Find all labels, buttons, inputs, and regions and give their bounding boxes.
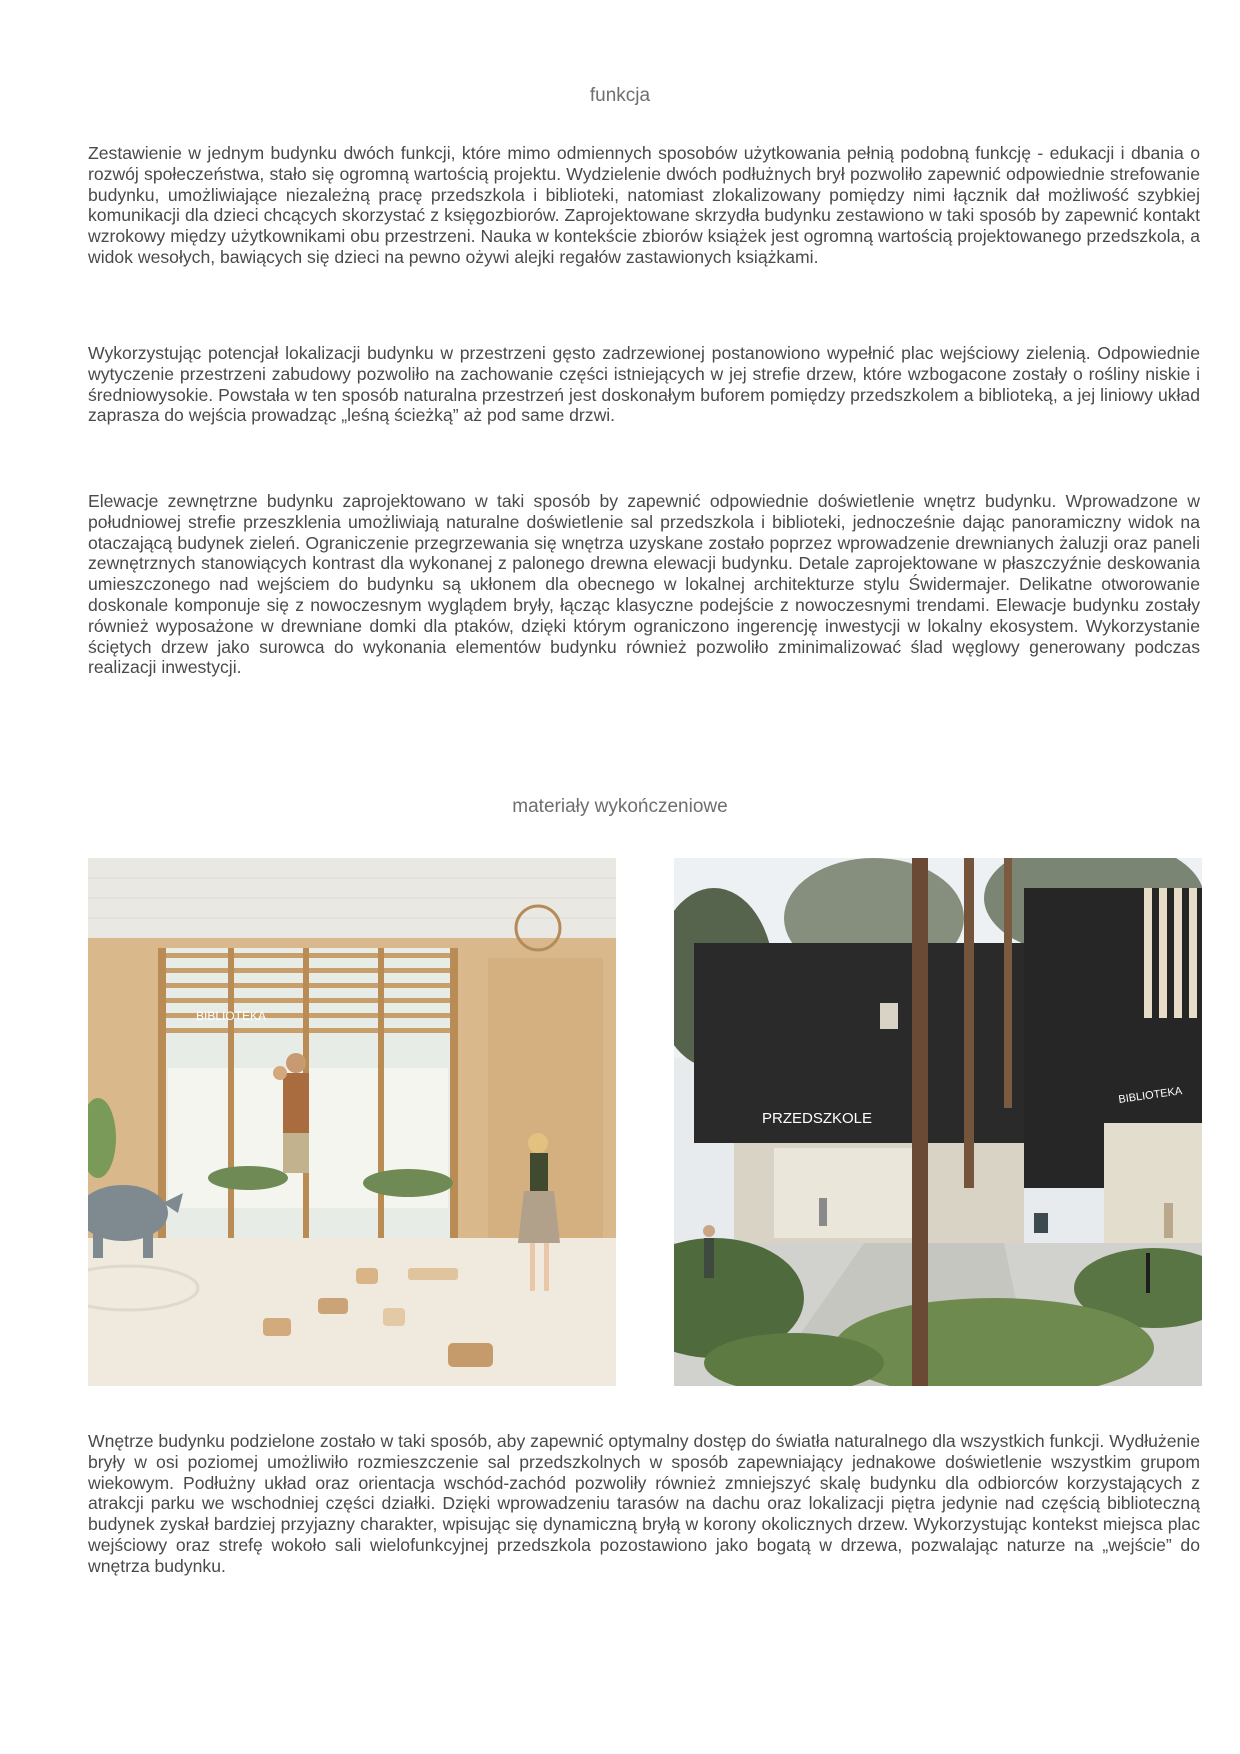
- exterior-render-image: [674, 858, 1202, 1386]
- section-title-function: funkcja: [589, 85, 651, 106]
- paragraph-function-3: Elewacje zewnętrzne budynku zaprojektowano w taki sposób by zapewnić odpowiednie doświetlenie wnętrz budynku. Wprowadzone w południowej strefie przeszklenia umożliwiają naturalne doświetlenie sal przedszkola i biblioteki, jednocześnie dając panoramiczny widok na otaczającą budynek zieleń. Ograniczenie przegrzewania się wnętrza uzyskane zostało poprzez wprowadzenie drewnianych żaluzji oraz paneli zewnętrznych stanowiących kontrast dla wykonanej z palonego drewna elewacji budynku. Detale zaprojektowane w płaszczyźnie deskowania umieszczonego nad wejściem do budynku są ukłonem dla obecnego w lokalnej architekturze stylu Świdermajer. Delikatne otworowanie doskonale komponuje się z nowoczesnym wyglądem bryły, łącząc klasyczne podejście z nowoczesnymi trendami. Elewacje budynku zostały również wyposażone w drewniane domki dla ptaków, dzięki którym ograniczono ingerencję inwestycji w lokalny ekosystem. Wykorzystanie ściętych drzew jako surowca do wykonania elementów budynku również pozwoliło zminimalizować ślad węglowy generowany podczas realizacji inwestycji.: [88, 491, 1200, 678]
- paragraph-function-2: Wykorzystując potencjał lokalizacji budynku w przestrzeni gęsto zadrzewionej postanowiono wypełnić plac wejściowy zielenią. Odpowiednie wytyczenie przestrzeni zabudowy pozwoliło na zachowanie części istniejących w jej strefie drzew, które wzbogacone zostały o rośliny niskie i średniowysokie. Powstała w ten sposób naturalna przestrzeń jest doskonałym buforem pomiędzy przedszkolem a biblioteką, a jej liniowy układ zaprasza do wejścia prowadząc „leśną ścieżką” aż pod same drzwi.: [88, 343, 1200, 426]
- interior-render-image: [88, 858, 616, 1386]
- paragraph-materials: Wnętrze budynku podzielone zostało w taki sposób, aby zapewnić optymalny dostęp do światła naturalnego dla wszystkich funkcji. Wydłużenie bryły w osi poziomej umożliwiło rozmieszczenie sal przedszkolnych w sposób zapewniający jednakowe doświetlenie wszystkim grupom wiekowym. Podłużny układ oraz orientacja wschód-zachód pozwoliły również zmniejszyć skalę budynku dla odbiorców korzystających z atrakcji parku we wschodniej części działki. Dzięki wprowadzeniu tarasów na dachu oraz lokalizacji piętra jedynie nad częścią biblioteczną budynek zyskał bardziej przyjazny charakter, wpisując się dynamiczną bryłą w korony okolicznych drzew. Wykorzystując kontekst miejsca plac wejściowy oraz strefę wokoło sali wielofunkcyjnej przedszkola pozostawiono jako bogatą w drzewa, pozwalając naturze na „wejście” do wnętrza budynku.: [88, 1431, 1200, 1576]
- library-sign-exterior: BIBLIOTEKA: [1117, 1085, 1183, 1106]
- paragraph-function-1: Zestawienie w jednym budynku dwóch funkcji, które mimo odmiennych sposobów użytkowania pełnią podobną funkcję - edukacji i dbania o rozwój społeczeństwa, stało się ogromną wartością projektu. Wydzielenie dwóch podłużnych brył pozwoliło zapewnić odpowiednie strefowanie budynku, umożliwiające niezależną pracę przedszkola i biblioteki, natomiast zlokalizowany pomiędzy nimi łącznik dał możliwość szybkiej komunikacji dla dzieci chcących skorzystać z księgozbiorów. Zaprojektowane skrzydła budynku zestawiono w taki sposób by zapewnić kontakt wzrokowy między użytkownikami obu przestrzeni. Nauka w kontekście zbiorów książek jest ogromną wartością projektowanego przedszkola, a widok wesołych, bawiących się dzieci na pewno ożywi alejki regałów zastawionych książkami.: [88, 143, 1200, 267]
- kindergarten-sign: PRZEDSZKOLE: [762, 1110, 873, 1127]
- section-title-materials: materiały wykończeniowe: [512, 796, 728, 817]
- library-sign-interior: BIBLIOTEKA: [196, 1009, 267, 1023]
